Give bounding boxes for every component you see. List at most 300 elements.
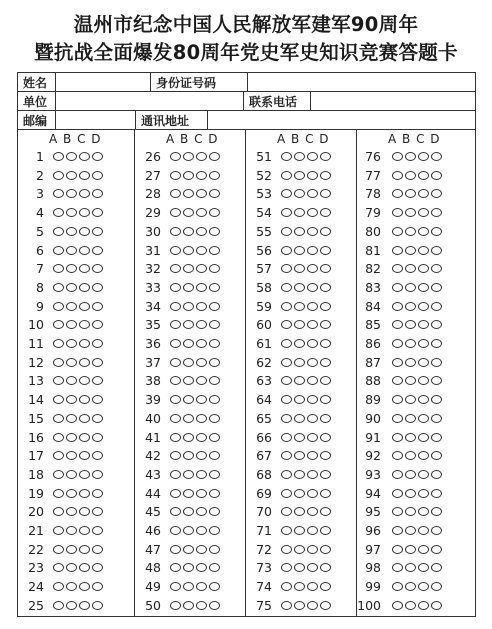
bubble-option-b[interactable] <box>405 507 416 516</box>
bubble-option-b[interactable] <box>183 451 194 460</box>
bubble-option-d[interactable] <box>320 227 331 236</box>
bubble-option-c[interactable] <box>307 152 318 161</box>
bubble-option-b[interactable] <box>66 246 77 255</box>
bubble-option-d[interactable] <box>92 320 103 329</box>
bubble-option-d[interactable] <box>92 171 103 180</box>
bubble-option-a[interactable] <box>53 376 64 385</box>
bubble-option-c[interactable] <box>196 302 207 311</box>
bubble-option-d[interactable] <box>92 246 103 255</box>
bubble-option-c[interactable] <box>307 246 318 255</box>
bubble-option-c[interactable] <box>79 601 90 610</box>
bubble-option-b[interactable] <box>294 339 305 348</box>
bubble-option-c[interactable] <box>196 545 207 554</box>
bubble-option-a[interactable] <box>281 376 292 385</box>
bubble-option-a[interactable] <box>392 395 403 404</box>
bubble-option-c[interactable] <box>418 376 429 385</box>
bubble-option-c[interactable] <box>79 395 90 404</box>
bubble-option-a[interactable] <box>392 302 403 311</box>
bubble-option-c[interactable] <box>196 246 207 255</box>
bubble-option-d[interactable] <box>320 302 331 311</box>
bubble-option-a[interactable] <box>53 601 64 610</box>
bubble-option-a[interactable] <box>281 507 292 516</box>
bubble-option-c[interactable] <box>418 582 429 591</box>
bubble-option-b[interactable] <box>183 283 194 292</box>
bubble-option-a[interactable] <box>392 171 403 180</box>
bubble-option-a[interactable] <box>53 302 64 311</box>
bubble-option-a[interactable] <box>53 582 64 591</box>
bubble-option-d[interactable] <box>320 152 331 161</box>
bubble-option-b[interactable] <box>183 264 194 273</box>
bubble-option-a[interactable] <box>392 601 403 610</box>
bubble-option-d[interactable] <box>320 376 331 385</box>
bubble-option-a[interactable] <box>170 208 181 217</box>
bubble-option-c[interactable] <box>79 264 90 273</box>
bubble-option-d[interactable] <box>209 563 220 572</box>
unit-field[interactable] <box>56 92 244 110</box>
bubble-option-b[interactable] <box>405 414 416 423</box>
bubble-option-b[interactable] <box>294 545 305 554</box>
bubble-option-c[interactable] <box>196 152 207 161</box>
bubble-option-a[interactable] <box>170 227 181 236</box>
bubble-option-a[interactable] <box>281 470 292 479</box>
bubble-option-c[interactable] <box>418 358 429 367</box>
bubble-option-a[interactable] <box>53 526 64 535</box>
bubble-option-a[interactable] <box>53 563 64 572</box>
bubble-option-b[interactable] <box>405 451 416 460</box>
phone-field[interactable] <box>311 92 475 110</box>
bubble-option-c[interactable] <box>79 433 90 442</box>
bubble-option-b[interactable] <box>66 451 77 460</box>
bubble-option-c[interactable] <box>79 302 90 311</box>
bubble-option-d[interactable] <box>320 451 331 460</box>
bubble-option-d[interactable] <box>92 414 103 423</box>
bubble-option-d[interactable] <box>431 395 442 404</box>
bubble-option-c[interactable] <box>418 489 429 498</box>
bubble-option-c[interactable] <box>79 171 90 180</box>
bubble-option-a[interactable] <box>281 208 292 217</box>
bubble-option-c[interactable] <box>418 339 429 348</box>
bubble-option-d[interactable] <box>320 339 331 348</box>
bubble-option-c[interactable] <box>307 395 318 404</box>
bubble-option-a[interactable] <box>281 320 292 329</box>
bubble-option-d[interactable] <box>92 283 103 292</box>
bubble-option-c[interactable] <box>307 283 318 292</box>
bubble-option-b[interactable] <box>66 582 77 591</box>
bubble-option-b[interactable] <box>183 302 194 311</box>
bubble-option-a[interactable] <box>281 171 292 180</box>
bubble-option-a[interactable] <box>53 470 64 479</box>
bubble-option-b[interactable] <box>66 339 77 348</box>
bubble-option-d[interactable] <box>92 601 103 610</box>
bubble-option-d[interactable] <box>431 601 442 610</box>
bubble-option-a[interactable] <box>392 189 403 198</box>
bubble-option-a[interactable] <box>281 264 292 273</box>
bubble-option-c[interactable] <box>418 302 429 311</box>
bubble-option-b[interactable] <box>66 189 77 198</box>
bubble-option-b[interactable] <box>405 171 416 180</box>
bubble-option-d[interactable] <box>92 189 103 198</box>
bubble-option-a[interactable] <box>281 545 292 554</box>
bubble-option-c[interactable] <box>79 227 90 236</box>
bubble-option-a[interactable] <box>281 414 292 423</box>
bubble-option-c[interactable] <box>196 526 207 535</box>
bubble-option-c[interactable] <box>79 152 90 161</box>
bubble-option-d[interactable] <box>209 582 220 591</box>
bubble-option-d[interactable] <box>92 376 103 385</box>
bubble-option-d[interactable] <box>209 227 220 236</box>
bubble-option-d[interactable] <box>209 171 220 180</box>
bubble-option-a[interactable] <box>170 339 181 348</box>
bubble-option-d[interactable] <box>431 563 442 572</box>
bubble-option-b[interactable] <box>66 302 77 311</box>
bubble-option-d[interactable] <box>320 264 331 273</box>
bubble-option-d[interactable] <box>431 320 442 329</box>
bubble-option-d[interactable] <box>92 563 103 572</box>
bubble-option-c[interactable] <box>196 507 207 516</box>
bubble-option-c[interactable] <box>79 208 90 217</box>
bubble-option-d[interactable] <box>320 414 331 423</box>
bubble-option-d[interactable] <box>209 489 220 498</box>
bubble-option-b[interactable] <box>405 563 416 572</box>
bubble-option-a[interactable] <box>392 414 403 423</box>
bubble-option-b[interactable] <box>183 545 194 554</box>
bubble-option-d[interactable] <box>209 526 220 535</box>
bubble-option-d[interactable] <box>209 470 220 479</box>
bubble-option-c[interactable] <box>307 208 318 217</box>
bubble-option-b[interactable] <box>405 470 416 479</box>
bubble-option-c[interactable] <box>307 433 318 442</box>
bubble-option-a[interactable] <box>170 451 181 460</box>
bubble-option-b[interactable] <box>183 414 194 423</box>
bubble-option-b[interactable] <box>294 283 305 292</box>
bubble-option-c[interactable] <box>79 376 90 385</box>
bubble-option-b[interactable] <box>66 358 77 367</box>
bubble-option-d[interactable] <box>320 601 331 610</box>
bubble-option-c[interactable] <box>196 320 207 329</box>
bubble-option-a[interactable] <box>53 507 64 516</box>
bubble-option-d[interactable] <box>320 526 331 535</box>
bubble-option-d[interactable] <box>92 526 103 535</box>
bubble-option-a[interactable] <box>281 489 292 498</box>
bubble-option-d[interactable] <box>431 414 442 423</box>
bubble-option-a[interactable] <box>170 545 181 554</box>
bubble-option-b[interactable] <box>405 433 416 442</box>
bubble-option-c[interactable] <box>79 507 90 516</box>
bubble-option-b[interactable] <box>183 526 194 535</box>
bubble-option-b[interactable] <box>405 358 416 367</box>
bubble-option-a[interactable] <box>392 208 403 217</box>
bubble-option-d[interactable] <box>209 545 220 554</box>
bubble-option-a[interactable] <box>281 283 292 292</box>
bubble-option-d[interactable] <box>431 582 442 591</box>
bubble-option-d[interactable] <box>320 283 331 292</box>
bubble-option-c[interactable] <box>196 563 207 572</box>
bubble-option-c[interactable] <box>418 395 429 404</box>
bubble-option-c[interactable] <box>418 283 429 292</box>
bubble-option-d[interactable] <box>320 358 331 367</box>
bubble-option-b[interactable] <box>405 227 416 236</box>
bubble-option-a[interactable] <box>281 601 292 610</box>
bubble-option-d[interactable] <box>320 171 331 180</box>
bubble-option-d[interactable] <box>431 246 442 255</box>
bubble-option-d[interactable] <box>431 208 442 217</box>
bubble-option-d[interactable] <box>320 246 331 255</box>
bubble-option-d[interactable] <box>92 227 103 236</box>
bubble-option-b[interactable] <box>183 208 194 217</box>
bubble-option-a[interactable] <box>170 582 181 591</box>
bubble-option-b[interactable] <box>66 283 77 292</box>
bubble-option-d[interactable] <box>431 433 442 442</box>
bubble-option-a[interactable] <box>53 358 64 367</box>
bubble-option-b[interactable] <box>405 601 416 610</box>
bubble-option-b[interactable] <box>183 433 194 442</box>
bubble-option-b[interactable] <box>405 320 416 329</box>
bubble-option-a[interactable] <box>53 433 64 442</box>
bubble-option-c[interactable] <box>307 526 318 535</box>
bubble-option-c[interactable] <box>79 582 90 591</box>
bubble-option-c[interactable] <box>307 582 318 591</box>
bubble-option-d[interactable] <box>431 227 442 236</box>
bubble-option-d[interactable] <box>92 358 103 367</box>
bubble-option-b[interactable] <box>183 339 194 348</box>
bubble-option-d[interactable] <box>209 376 220 385</box>
bubble-option-b[interactable] <box>405 339 416 348</box>
bubble-option-c[interactable] <box>418 507 429 516</box>
bubble-option-b[interactable] <box>183 395 194 404</box>
bubble-option-a[interactable] <box>392 264 403 273</box>
bubble-option-d[interactable] <box>209 208 220 217</box>
bubble-option-a[interactable] <box>392 451 403 460</box>
bubble-option-d[interactable] <box>209 358 220 367</box>
bubble-option-b[interactable] <box>294 526 305 535</box>
bubble-option-b[interactable] <box>405 152 416 161</box>
bubble-option-a[interactable] <box>170 433 181 442</box>
bubble-option-a[interactable] <box>53 264 64 273</box>
bubble-option-b[interactable] <box>405 283 416 292</box>
bubble-option-d[interactable] <box>320 507 331 516</box>
bubble-option-c[interactable] <box>307 545 318 554</box>
bubble-option-d[interactable] <box>431 526 442 535</box>
bubble-option-b[interactable] <box>405 302 416 311</box>
bubble-option-d[interactable] <box>92 582 103 591</box>
bubble-option-a[interactable] <box>170 489 181 498</box>
bubble-option-a[interactable] <box>53 208 64 217</box>
bubble-option-a[interactable] <box>170 470 181 479</box>
bubble-option-a[interactable] <box>170 283 181 292</box>
bubble-option-b[interactable] <box>405 526 416 535</box>
bubble-option-d[interactable] <box>431 339 442 348</box>
bubble-option-d[interactable] <box>209 320 220 329</box>
bubble-option-a[interactable] <box>170 507 181 516</box>
bubble-option-a[interactable] <box>392 507 403 516</box>
bubble-option-b[interactable] <box>66 171 77 180</box>
bubble-option-a[interactable] <box>53 489 64 498</box>
bubble-option-b[interactable] <box>183 227 194 236</box>
bubble-option-a[interactable] <box>281 433 292 442</box>
bubble-option-d[interactable] <box>320 582 331 591</box>
bubble-option-b[interactable] <box>294 302 305 311</box>
bubble-option-a[interactable] <box>281 152 292 161</box>
bubble-option-c[interactable] <box>418 246 429 255</box>
bubble-option-a[interactable] <box>53 283 64 292</box>
bubble-option-a[interactable] <box>392 470 403 479</box>
bubble-option-d[interactable] <box>92 545 103 554</box>
bubble-option-a[interactable] <box>53 414 64 423</box>
bubble-option-b[interactable] <box>294 189 305 198</box>
bubble-option-c[interactable] <box>307 189 318 198</box>
bubble-option-c[interactable] <box>196 358 207 367</box>
bubble-option-d[interactable] <box>92 470 103 479</box>
bubble-option-c[interactable] <box>79 545 90 554</box>
bubble-option-a[interactable] <box>392 227 403 236</box>
bubble-option-a[interactable] <box>281 189 292 198</box>
bubble-option-a[interactable] <box>53 395 64 404</box>
bubble-option-a[interactable] <box>170 171 181 180</box>
bubble-option-a[interactable] <box>392 489 403 498</box>
bubble-option-d[interactable] <box>431 376 442 385</box>
bubble-option-b[interactable] <box>294 601 305 610</box>
bubble-option-c[interactable] <box>307 414 318 423</box>
bubble-option-c[interactable] <box>307 264 318 273</box>
bubble-option-c[interactable] <box>418 189 429 198</box>
bubble-option-b[interactable] <box>66 208 77 217</box>
bubble-option-d[interactable] <box>431 358 442 367</box>
bubble-option-c[interactable] <box>196 451 207 460</box>
bubble-option-d[interactable] <box>431 451 442 460</box>
bubble-option-b[interactable] <box>66 433 77 442</box>
bubble-option-a[interactable] <box>170 320 181 329</box>
bubble-option-d[interactable] <box>320 489 331 498</box>
bubble-option-a[interactable] <box>170 414 181 423</box>
bubble-option-c[interactable] <box>307 302 318 311</box>
bubble-option-b[interactable] <box>405 264 416 273</box>
bubble-option-b[interactable] <box>183 582 194 591</box>
bubble-option-a[interactable] <box>53 339 64 348</box>
bubble-option-c[interactable] <box>196 470 207 479</box>
bubble-option-a[interactable] <box>392 526 403 535</box>
bubble-option-b[interactable] <box>294 582 305 591</box>
bubble-option-b[interactable] <box>183 246 194 255</box>
bubble-option-d[interactable] <box>431 152 442 161</box>
bubble-option-c[interactable] <box>418 563 429 572</box>
bubble-option-a[interactable] <box>53 545 64 554</box>
bubble-option-a[interactable] <box>53 171 64 180</box>
bubble-option-a[interactable] <box>281 526 292 535</box>
bubble-option-a[interactable] <box>170 302 181 311</box>
bubble-option-c[interactable] <box>196 414 207 423</box>
bubble-option-c[interactable] <box>196 208 207 217</box>
bubble-option-c[interactable] <box>418 451 429 460</box>
bubble-option-b[interactable] <box>405 189 416 198</box>
bubble-option-c[interactable] <box>418 264 429 273</box>
bubble-option-d[interactable] <box>209 451 220 460</box>
bubble-option-c[interactable] <box>307 470 318 479</box>
bubble-option-c[interactable] <box>307 601 318 610</box>
bubble-option-b[interactable] <box>294 470 305 479</box>
bubble-option-b[interactable] <box>294 208 305 217</box>
bubble-option-c[interactable] <box>79 320 90 329</box>
bubble-option-a[interactable] <box>53 189 64 198</box>
bubble-option-c[interactable] <box>196 339 207 348</box>
bubble-option-c[interactable] <box>418 470 429 479</box>
bubble-option-b[interactable] <box>183 171 194 180</box>
bubble-option-a[interactable] <box>392 563 403 572</box>
bubble-option-b[interactable] <box>183 470 194 479</box>
bubble-option-a[interactable] <box>170 246 181 255</box>
bubble-option-b[interactable] <box>294 451 305 460</box>
bubble-option-d[interactable] <box>431 507 442 516</box>
bubble-option-d[interactable] <box>209 507 220 516</box>
bubble-option-c[interactable] <box>196 283 207 292</box>
bubble-option-c[interactable] <box>418 526 429 535</box>
bubble-option-c[interactable] <box>307 489 318 498</box>
bubble-option-b[interactable] <box>294 320 305 329</box>
bubble-option-a[interactable] <box>281 246 292 255</box>
postcode-field[interactable] <box>56 111 136 129</box>
bubble-option-c[interactable] <box>418 433 429 442</box>
bubble-option-b[interactable] <box>66 489 77 498</box>
bubble-option-a[interactable] <box>392 283 403 292</box>
bubble-option-b[interactable] <box>405 545 416 554</box>
bubble-option-c[interactable] <box>79 526 90 535</box>
bubble-option-d[interactable] <box>431 171 442 180</box>
bubble-option-a[interactable] <box>392 152 403 161</box>
bubble-option-b[interactable] <box>183 563 194 572</box>
bubble-option-b[interactable] <box>66 545 77 554</box>
bubble-option-b[interactable] <box>183 489 194 498</box>
bubble-option-a[interactable] <box>392 545 403 554</box>
address-field[interactable] <box>208 111 475 129</box>
bubble-option-a[interactable] <box>170 152 181 161</box>
bubble-option-b[interactable] <box>294 395 305 404</box>
bubble-option-d[interactable] <box>209 395 220 404</box>
bubble-option-b[interactable] <box>405 489 416 498</box>
bubble-option-d[interactable] <box>320 545 331 554</box>
bubble-option-b[interactable] <box>66 414 77 423</box>
bubble-option-d[interactable] <box>320 395 331 404</box>
name-field[interactable] <box>56 73 151 91</box>
bubble-option-d[interactable] <box>320 563 331 572</box>
bubble-option-b[interactable] <box>66 563 77 572</box>
bubble-option-d[interactable] <box>209 264 220 273</box>
bubble-option-b[interactable] <box>66 470 77 479</box>
bubble-option-a[interactable] <box>170 601 181 610</box>
bubble-option-b[interactable] <box>294 489 305 498</box>
bubble-option-c[interactable] <box>418 414 429 423</box>
bubble-option-d[interactable] <box>209 302 220 311</box>
bubble-option-c[interactable] <box>79 283 90 292</box>
bubble-option-c[interactable] <box>196 433 207 442</box>
bubble-option-c[interactable] <box>79 563 90 572</box>
bubble-option-a[interactable] <box>281 358 292 367</box>
bubble-option-b[interactable] <box>294 171 305 180</box>
bubble-option-d[interactable] <box>92 339 103 348</box>
bubble-option-a[interactable] <box>392 582 403 591</box>
bubble-option-c[interactable] <box>196 395 207 404</box>
bubble-option-d[interactable] <box>320 433 331 442</box>
bubble-option-a[interactable] <box>281 227 292 236</box>
bubble-option-c[interactable] <box>79 339 90 348</box>
bubble-option-c[interactable] <box>307 451 318 460</box>
bubble-option-d[interactable] <box>209 601 220 610</box>
bubble-option-a[interactable] <box>170 358 181 367</box>
bubble-option-c[interactable] <box>307 563 318 572</box>
bubble-option-a[interactable] <box>281 582 292 591</box>
bubble-option-b[interactable] <box>183 189 194 198</box>
bubble-option-b[interactable] <box>294 227 305 236</box>
bubble-option-a[interactable] <box>392 376 403 385</box>
bubble-option-b[interactable] <box>294 376 305 385</box>
